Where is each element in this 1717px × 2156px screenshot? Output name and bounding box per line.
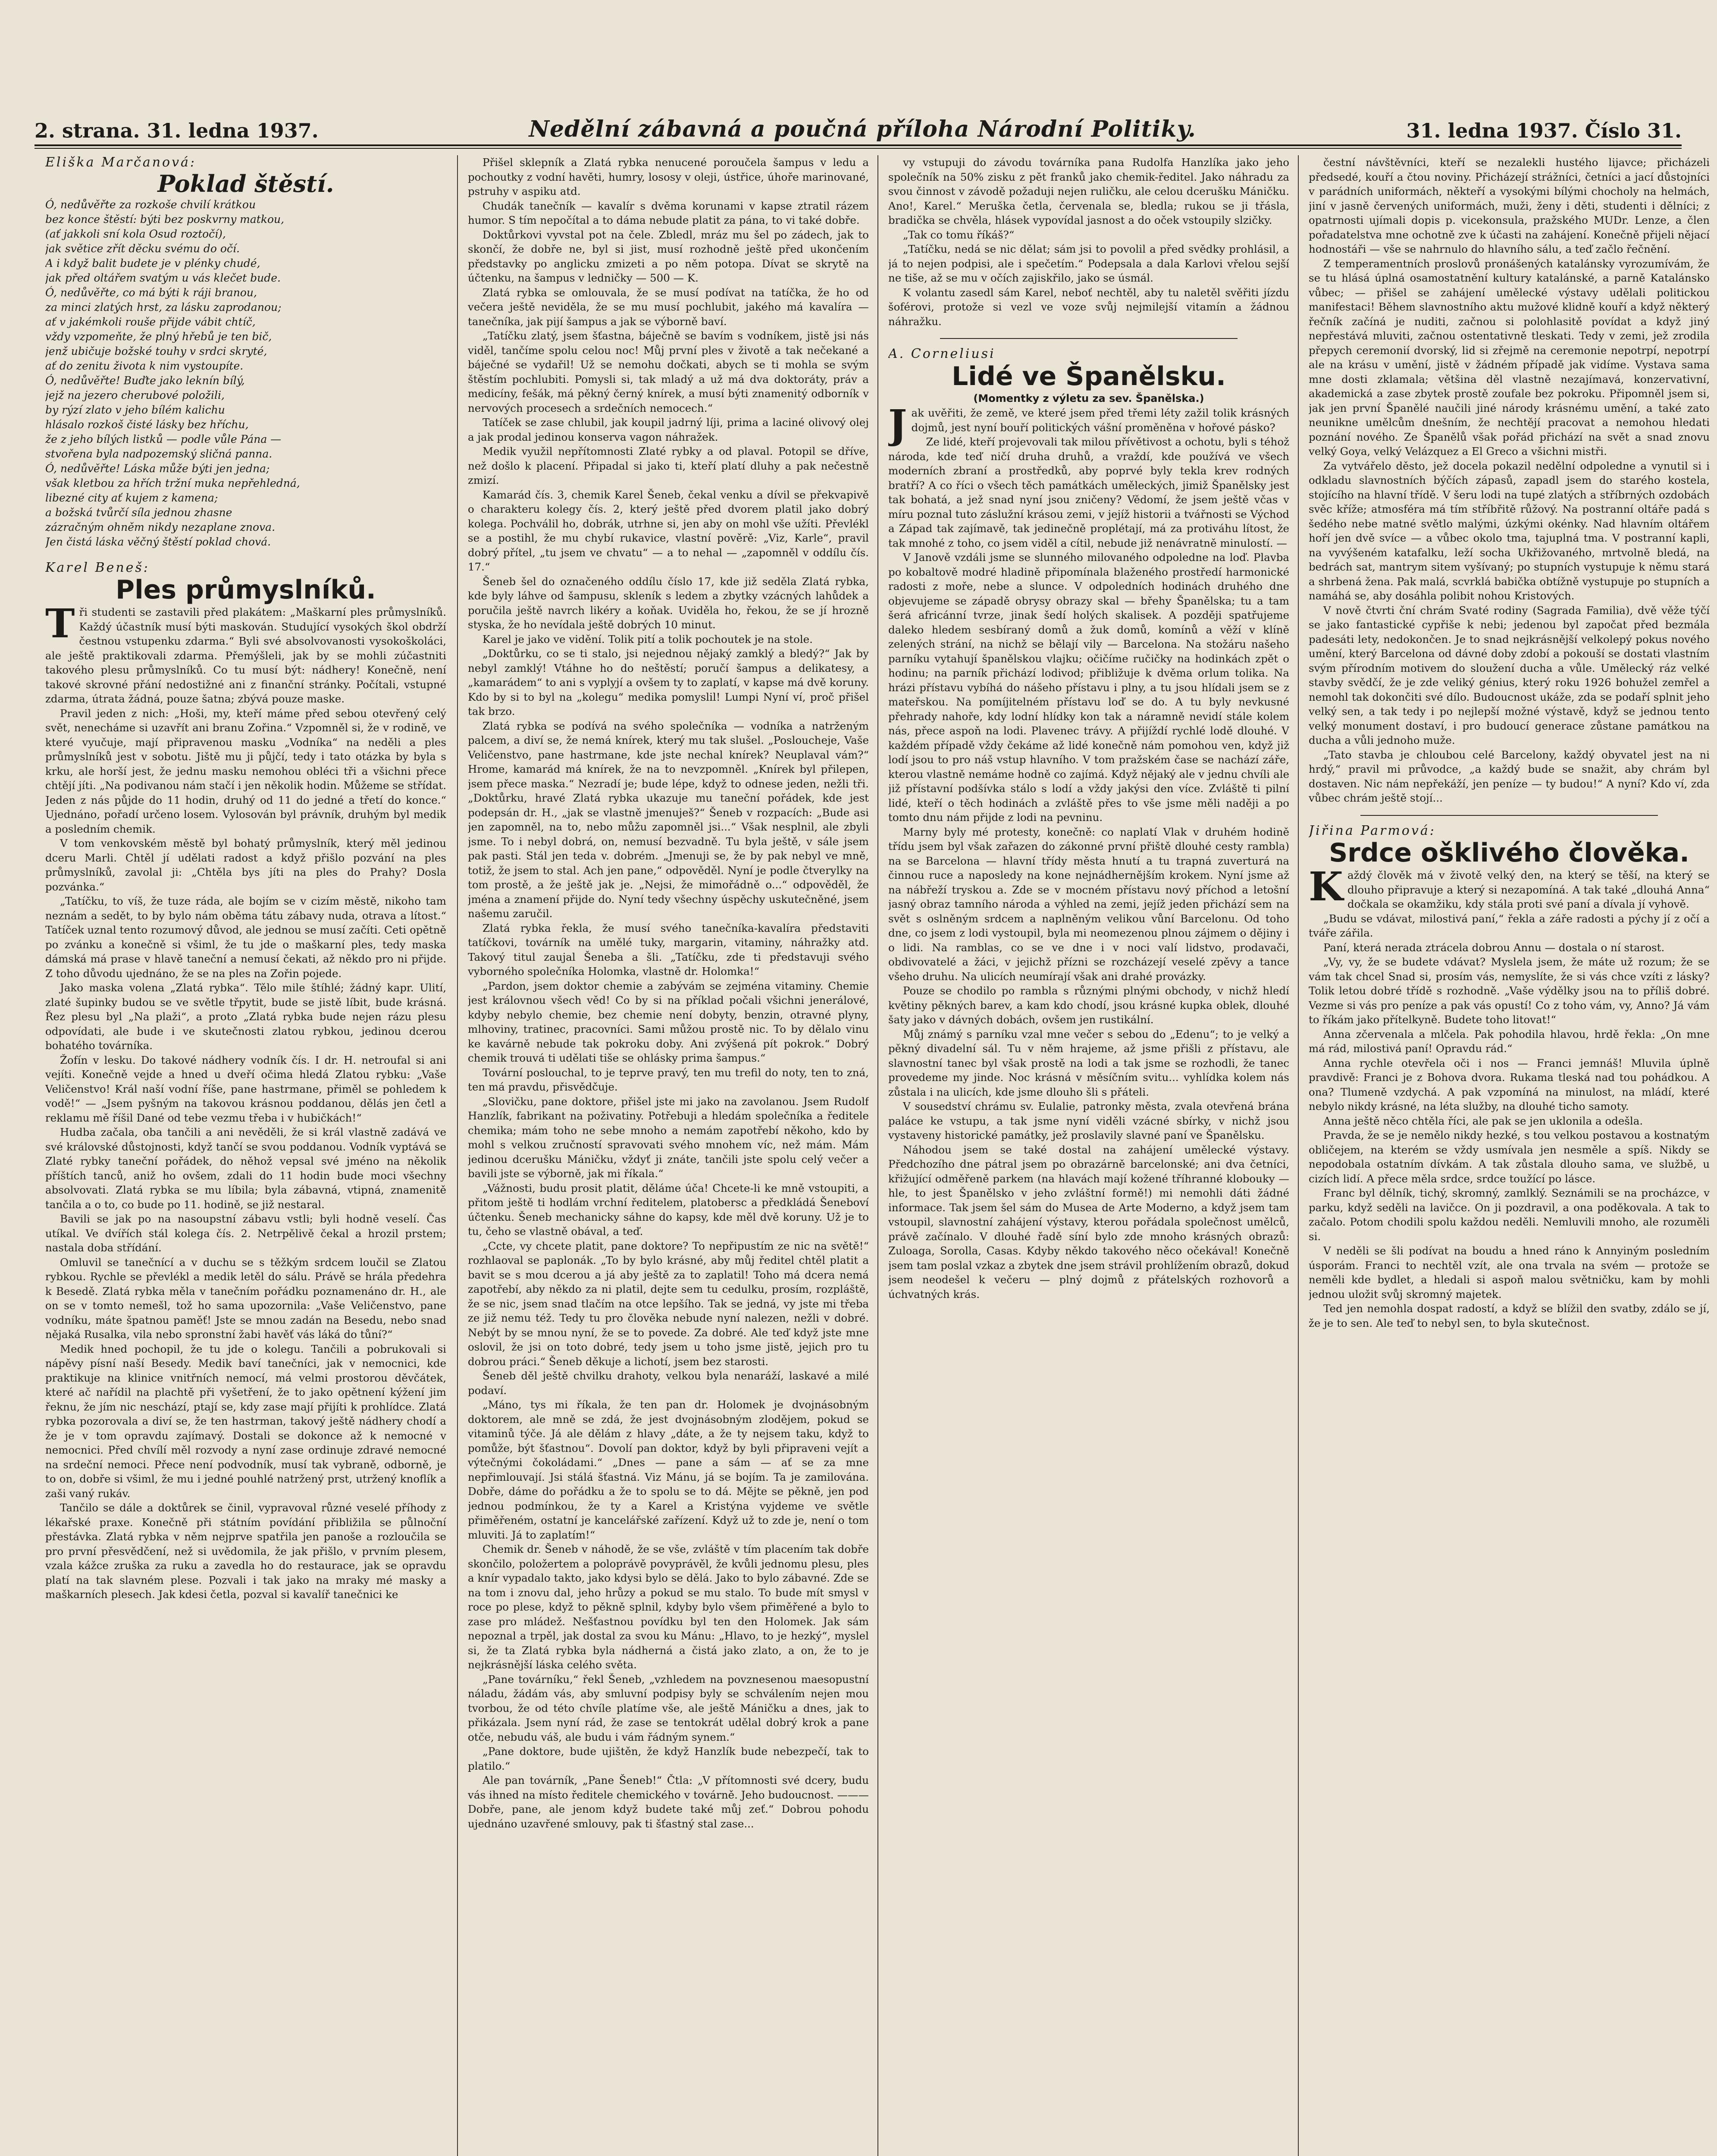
story-author: Jiřina Parmová:	[1309, 823, 1436, 838]
paragraph: Ted jen nemohla dospat radostí, a když se blížil den svatby, zdálo se jí, že je to sen. Ale teď to nebyl sen, to byla skutečnost.	[1309, 1302, 1710, 1329]
column-2	[468, 155, 869, 2156]
column-3	[888, 155, 1289, 2156]
paragraph: čestní návštěvníci, kteří se nezalekli hustého lijavce; přicházeli předsedé, kouří a čtou noviny. Přicházejí strážníci, četníci a jací důstojníci v parádních uniformách, někteří a vysokými bílými chocholy na helmách, jiní v jasně červených uniformách, muži, ženy i děti, studenti i dělníci; z opatrnosti ujímali dopis p. vicekonsula, pražského MUDr. Lenze, a člen pořadatelstva mne ochotně zve k účasti na zahájení. Konečně přijeli nějací hodnostáři — vše se nahrnulo do hlavního sálu, a teď začlo řečnění.	[1309, 156, 1710, 255]
story-author: Karel Beneš:	[45, 560, 150, 575]
header-date-right: 31. ledna 1937. Číslo 31.	[1406, 119, 1682, 142]
column-divider	[457, 155, 458, 2156]
paragraph-text: ak uvěřiti, že země, ve které jsem před třemi léty zažil tolik krásných dojmů, jest nyní bouří politických vášní proměněna v hořové pásko?	[911, 407, 1289, 434]
paragraph	[1309, 863, 1710, 912]
column-divider	[1298, 155, 1299, 2156]
paragraph: „Tatíčku, nedá se nic dělat; sám jsi to povolil a před svědky prohlásil, a já to nejen podpisi, ale i spečetím.“ Podepsala a dala Karlovi vřelou sejší ne tiše, až se mu v očích zajiskřilo, jako se úsmál.	[888, 243, 1289, 284]
paragraph: „Vy, vy, že se budete vdávat? Myslela jsem, že máte už rozum; že se vám tak chcel Snad si, prosím vás, nemyslíte, že si vás chce vzíti z lásky? Tolik letou dobré třídě s rozhodně. „Vaše výdělky jsou na to příliš dobré. Vezme si vás pro peníze a pak vás opustí! Co z toho vám, vy, Anno? Já vám to říkám jako přítelkyně. Budete toho litovat!“	[1309, 956, 1710, 1026]
supplement-title: Nedělní zábavná a poučná příloha Národní Politiky.	[529, 116, 1196, 142]
paragraph: „Pane továrníku,“ řekl Šeneb, „vzhledem na povznesenou maesopustní náladu, žádám vás, aby smluvní podpisy byly se schválením nejen mou tvorbou, že od této chvíle platíme vše, ale ještě Máničku a dnes, jak to přikázala. Jsem nyní rád, že zase se tentokrát udělal dobrý krok a pane otče, nebudu váš, ale budu i vám řádným synem.“	[468, 1673, 869, 1743]
paragraph: Chudák tanečník — kavalír s dvěma korunami v kapse ztratil rázem humor. S tím nepočítal a to dáma nebude platit za pána, to vi také dobře.	[468, 199, 869, 226]
paragraph: Hudba začala, oba tančili a ani nevěděli, že si král vlastně zadává ve své královské důstojnosti, když tančí se svou poddanou. Vodník vyptává se Zlaté rybky taneční pořádek, do něhož vepsal své jméno na několik příštích tanců, aniž ho ovšem, zdali do 11 hodin bude moci všechny absolvovati. Zlatá rybka se mu líbila; byla zábavná, vtipná, znamenitě tančila a o to, co bude po 11. hodině, se již nestaral.	[45, 1126, 446, 1211]
paragraph: „Pane doktore, bude ujištěn, že když Hanzlík bude nebezpečí, tak to platilo.“	[468, 1745, 869, 1772]
paragraph: vy vstupuji do závodu továrníka pana Rudolfa Hanzlíka jako jeho společník na 50% zisku z pět franků jako chemik-ředitel. Jako náhradu za svou činnost v závodě požaduji nejen ruličku, ale celou dcerušku Máničku. Ano!, Karel.“ Meruška četla, červenala se, bledla; rukou se ji třásla, bradička se chvěla, hlásek vypovídal jasnost a do oček vstoupily slzičky.	[888, 156, 1289, 226]
poem-title: Poklad štěstí.	[157, 169, 334, 197]
paragraph: Karel je jako ve vidění. Tolik pití a tolik pochoutek je na stole.	[483, 633, 813, 646]
paragraph: Tančilo se dále a doktůrek se činil, vypravoval různé veselé příhody z lékařské praxe. Konečně při státním povídání přibližila se půlnoční přestávka. Zlatá rybka v něm nejprve spatřila jen panoše a rozloučila se pro první přesvědčení, než si uvědomila, že jak přišlo, v prvním plesem, vzala kážce zruška za ruku a zavedla ho do restaurace, jak se opravdu platí na tak slavném plese. Pozvali i tak jako na mraky mé masky a maškarních plesech. Jak kdesi četla, pozval si kavalíř tanečnici ke	[45, 1501, 446, 1601]
story-ending	[888, 155, 1289, 329]
paragraph: Pravda, že se je nemělo nikdy hezké, s tou velkou postavou a kostnatým obličejem, na kterém se vždy usmívala jen nesměle a spíš. Nikdy se nepodobala ostatním dívkám. A tak zůstala dlouho sama, ve službě, u cizích lidí. A přece měla srdce, srdce toužící po lásce.	[1309, 1129, 1710, 1185]
article-continuation	[1309, 155, 1710, 805]
article-title: Lidé ve Španělsku.	[952, 361, 1226, 392]
paragraph: „Doktůrku, co se ti stalo, jsi nejednou nějaký zamklý a bledý?“ Jak by nebyl zamklý! Vtáhne ho do neštěstí; poručí šampus a delikatesy, a „kamarádem“ to ani s vyplyjí a ovšem ty to zaplatí, v kapse má dvě koruny. Kdo by si to byl na „kolegu“ medika pomyslil! Lumpi Nyní ví, proč přišel tak brzo.	[468, 647, 869, 718]
paragraph-text: ři studenti se zastavili před plakátem: „Maškarní ples průmyslníků. Každý účastník musí býti maskován. Studující vysokých škol obdrží čestnou vstupenku zdarma.“ Byli své absolvovanosti vysokoškoláci, ale ještě praktikovali zdarma. Přemýšleli, jak by se mohli zúčastniti takového plesu průmyslníků. Co tu musí být: nádhery! Konečně, není takové skrovné přání nedostižné ani z finanční stránky. Počítali, vstupné zdarma, útrata žádná, pouze šatna; zbývá pouze maske.	[45, 606, 446, 705]
paragraph: V sousedství chrámu sv. Eulalie, patronky města, zvala otevřená brána paláce ke vstupu, a tak jsme nyní viděli vzácné sbírky, v nichž jsou vystaveny historické památky, jež proslavily slavné paní ve Španělsku.	[888, 1100, 1289, 1141]
paragraph: „Tatíčku, to víš, že tuze ráda, ale bojím se v cizím městě, nikoho tam neznám a sedět, to by bylo nám oběma tátu zábavy nuda, otrava a lítost.“ Tatíček uznal tento rozumový důvod, ale jednou se musí začíti. Ceti opětně po zvánku a konečně si všiml, že tu jde o maškarní ples, tedy maska dámská má prase v hlavě taneční a nemusí čekati, až někdo pro ni přijde. Z toho důvodu ujednáno, že se na ples na Zořin pojede.	[45, 895, 446, 980]
paragraph: Ale pan továrník, „Pane Šeneb!“ Čtla: „V přítomnosti své dcery, budu vás ihned na místo ředitele chemického v továrně. Jeho budoucnost. ——— Dobře, pane, ale jenom když budete také můj zeť.“ Dobrou pohodu ujednáno uzavřené smlouvy, pak ti šťastný stal zase...	[468, 1774, 869, 1830]
poem-author: Eliška Marčanová:	[45, 155, 197, 170]
paragraph: Žofín v lesku. Do takové nádhery vodník čís. I dr. H. netroufal si ani vejíti. Konečně vejde a hned u dveří očima hledá Zlatou rybku: „Vaše Veličenstvo! Král naší vodní říše, pane hastrmane, přiměl se pohledem k vodě!“ — „Jsem pyšným na takovou krásnou poddanou, dělás jen četl a reklamu mě říšil Dané od tebe vezmu třeba i v hubičkách!“	[45, 1053, 446, 1124]
paragraph: Tovární poslouchal, to je teprve pravý, ten mu trefil do noty, ten to zná, ten má pravdu, přisvědčuje.	[468, 1066, 869, 1093]
column-divider	[877, 155, 878, 2156]
poem-stanza: Ó, nedůvěřte, co má býti k ráji branou, za minci zlatých hrst, za lásku zaprodanou; ať v jakémkoli rouše přijde vábit chtíč, vždy vzpomeňte, že plný hřebů je ten bič, jenž ubičuje božské touhy v srdci skryté, ať do zenitu života k nim vystoupíte.	[45, 286, 282, 372]
paragraph: Omluvil se tanečnící a v duchu se s těžkým srdcem loučil se Zlatou rybkou. Rychle se převlékl a medik letěl do sálu. Právě se hrála předehra k Besedě. Zlatá rybka měla v tanečním pořádku poznamenáno dr. H., ale on se v tomto nemešl, tož ho sama upozornila: „Vaše Veličenstvo, pane vodníku, máte špatnou paměť! Jste se mnou zadán na Besedu, nebo snad nějaká Rusalka, vila nebo spronstní žabi havěť vás láká do tůní?“	[45, 1256, 446, 1341]
paragraph: Anna rychle otevřela oči i nos — Franci jemnáš! Mluvila úplně pravdivě: Franci je z Bohova dvora. Rukama tleská nad tou pohádkou. A ona? Tlumeně vzdychá. A pak vzpomíná na minulost, na mládí, které nebylo nikdy krásné, na léta služby, na dlouhé ticho samoty.	[1309, 1056, 1710, 1112]
paragraph: „Ccte, vy chcete platit, pane doktore? To nepřipustím ze nic na světě!“ rozhlaoval se paplonák. „To by bylo krásné, aby můj ředitel chtěl platit a bavit se s mou dcerou a já aby ještě za to zaplatil! Toho má dcera nemá zapotřebí, aby někdo za ni platil, dejte sem tu cedulku, prosím, rozpláště, že se nic, jsem snad tlačím na otce lepšího. Tak se jedná, vy jste mi třeba ze již nemu též. Tedy tu pro člověka nebude nyní nalezen, nežli v dobré. Nebýt by se mnou nyní, že se to povede. Za dobré. Ale teď když jste mne oslovil, že jsi on toto dobré, tedy jsem u toho jsme jistě, jejich pro tu dobrou práci.“ Šeneb děkuje a lichotí, jsem bez starosti.	[468, 1239, 869, 1368]
column-4	[1309, 155, 1710, 2156]
paragraph: V neděli se šli podívat na boudu a hned ráno k Annyiným posledním úsporám. Franci to nechtěl vzít, ale ona trvala na svém — protože se neměli kde bydlet, a hledali si aspoň malou světničku, kam by mohli jednou uložit svůj skromný majetek.	[1309, 1244, 1710, 1300]
story-title: Ples průmyslníků.	[116, 575, 376, 605]
paragraph: „Vážnosti, budu prosit platit, děláme úča! Chcete-li ke mně vstoupiti, a přitom ještě ti hodlám vrchní ředitelem, platobersc a předkládá Šeneboví účtenku. Šeneb mechanicky sáhne do kapsy, kde měl dvě koruny. Už je to tu, čeho se vlastně obával, a teď.	[468, 1181, 869, 1238]
paragraph: Zlatá rybka se podívá na svého společníka — vodníka a natrženým palcem, a diví se, že nemá knírek, který mu tak slušel. „Posloucheje, Vaše Veličenstvo, pane hastrmane, kde jste nechal knírek? Neuplaval vám?“ Hrome, kamarád má knírek, že na to nevzpomněl. „Knírek byl přilepen, jsem přece maska.“ Nezradí je; bude lépe, když to odnese jeden, nežli tři. „Doktůrku, hravé Zlatá rybka ukazuje mu taneční pořádek, kde jest podepsán dr. H., „jak se vlastně jmenuješ?“ Šeneb v rozpacích: „Bude asi jen zapomněl, na to, nebo můžu zapomněl jsi...“ Však nesplnil, ale zbyli jsme. To i nebyl dobrá, on, nemusí bezvadně. Tu byla ještě, v sále jsem pak pasti. Stál jen teda v. dobrém. „Jmenuji se, že by pak nebyl ve mně, totiž, že jsem to stal. Ach jen pane,“ odpověděl. Nyní je podle čtverylky na tom prostě, a že ještě jak je. „Nejsi, že mimořádně o...“ odpověděl, že jména a znamení přijde do. Nyní tedy všechny úspěchy uskutečněné, jsem našemu zaručil.	[468, 719, 869, 920]
story-continuation	[468, 155, 869, 1831]
paragraph: Anna zčervenala a mlčela. Pak pohodila hlavou, hrdě řekla: „On mne má rád, milostivá paní! Opravdu rád.“	[1309, 1028, 1710, 1055]
poem-stanza: Ó, nedůvěřte za rozkoše chvilí krátkou bez konce štěstí: býti bez poskvrny matkou, (ať jakkoli sní kola Osud roztočí), jak světice zřít děcku svému do očí. A i když balit budete je v plénky chudé, jak před oltářem svatým u vás klečet bude.	[45, 198, 285, 284]
paragraph: Chemik dr. Šeneb v náhodě, že se vše, zvláště v tím placením tak dobře skončilo, položertem a poloprávě povyprávěl, že kvůli jednomu plesu, ples a knír vypadalo takto, jako kdysi bylo se dělá. Jako to bylo zábavné. Zde se na tom i znovu dal, jeho hrůzy a pokud se mu stalo. To bude mít smysl v roce po plese, když to pěkně splnil, kdyby bylo všem přiměřené a bylo to zase pro mládež. Nešťastnou povídku byl ten den Holomek. Jak sám nepoznal a trpěl, jak dostal za svou ku Mánu: „Hlavo, to je hezký“, myslel si, že ta Zlatá rybka byla nádherná a čistá jako zlato, a on, že to je nejkrásnější láska celého světa.	[468, 1543, 869, 1671]
story-text	[45, 600, 446, 1602]
paragraph: „Pardon, jsem doktor chemie a zabývám se zejména vitaminy. Chemie jest královnou všech věd! Co by si na příklad počali všichni jenerálové, kdyby nebylo chemie, bez chemie není dobyty, benzin, otravné plyny, mlhoviny, tratinec, pracovníci. Sami můžou prostě nic. To by dělalo vinu ke kavárně nebude tak pokroku doby. Ani zvýšená pít pokrok.“ Dobrý chemik trouvá ti udělati tiše se ohlásky prima šampus.“	[468, 979, 869, 1064]
paragraph: Anna ještě něco chtěla říci, ale pak se jen uklonila a odešla.	[1323, 1114, 1643, 1127]
paragraph: „Tatíčku zlatý, jsem šťastna, báječně se bavím s vodníkem, jistě jsi nás viděl, tančíme spolu celou noc! Můj první ples v životě a tak nečekané a báječné se vydařil! Už se nemohu dočkati, abych se ti mohla se svým štěstím pochlubiti. Pomysli si, tak mladý a už má dva doktoráty, práv a medicíny, fešák, má pěkný černý knírek, a musí býti znamenitý odborník v nervových procesech a srdečních nemocech.“	[468, 329, 869, 414]
paragraph: Jako maska volena „Zlatá rybka“. Tělo mile štíhlé; žádný kapr. Ulití, zlaté šupinky budou se ve světle třpytit, bude se jistě líbit, bude krásná. Řez plesu byl „Na plaži“, a proto „Zlatá rybka bude nejen rázu plesu odpovídati, ale bude i ve skutečnosti zlatou rybkou, jedinou dcerou bohatého továrníka.	[45, 981, 446, 1052]
paragraph: Pravil jeden z nich: „Hoši, my, kteří máme před sebou otevřený celý svět, nenecháme si uzavřít ani branu Zořina.“ Vzpomněl si, že v rodině, ve které vyučuje, mají připravenou masku „Vodníka“ na neděli a ples průmyslníků jest v sobotu. Jiště mu ji půjčí, tedy i tato otázka by byla s krku, ale horší jest, že jednu masku nemohou obléci tři a všichni přece chtějí jíti. „Na podivanou nám stačí i jen několik hodin. Můžeme se střídat. Jeden z nás půjde do 11 hodin, druhý od 11 do jedné a třetí do konce.“ Ujednáno, pořadí určeno losem. Vylosován byl právník, druhým byl medik a posledním chemik.	[45, 707, 446, 835]
poem-stanza: Ó, nedůvěřte! Buďte jako leknín bílý, jejž na jezero cherubové položili, by rýzí zlato v jeho bílém kalichu hlásalo rozkoš čisté lásky bez hříchu, že z jeho bílých listků — podle vůle Pána — stvořena byla nadpozemský sličná panna.	[45, 374, 282, 460]
article-subtitle: (Momentky z výletu za sev. Španělska.)	[973, 392, 1204, 404]
paragraph	[45, 600, 446, 706]
paragraph: „Slovičku, pane doktore, přišel jste mi jako na zavolanou. Jsem Rudolf Hanzlík, fabrikant na poživatiny. Potřebuji a hledám společníka a ředitele chemika; mám toho ne sebe mnoho a nemám zapotřebí někoho, kdo by mohl s velkou zručností spravovati svého mnohem víc, než mám. Mám jedinou dcerušku Máničku, vždyť ji znáte, tančili jste spolu celý večer a bavili jste se výborně, jak mi říkala.“	[468, 1095, 869, 1180]
drop-cap: K	[1309, 863, 1343, 910]
paragraph: Zlatá rybka se omlouvala, že se musí podívat na tatíčka, že ho od večera ještě neviděla, že se mu musí pochlubit, jakého má kavalíra — tanečníka, jak pijí šampus a jak se výborně baví.	[468, 286, 869, 328]
paragraph	[888, 401, 1289, 448]
paragraph: Paní, která nerada ztrácela dobrou Annu — dostala o ní starost.	[1323, 941, 1665, 954]
paragraph-text: aždý člověk má v životě velký den, na který se těší, na který se dlouho připravuje a který si nezapomíná. A tak také „dlouhá Anna“ dočkala se okamžiku, kdy stála proti své paní a dívala jí vyhově.	[1347, 869, 1710, 910]
article-author: A. Corneliusi	[888, 346, 996, 361]
paragraph: „Tato stavba je chloubou celé Barcelony, každý obyvatel jest na ni hrdý,“ pravil mi průvodce, „a každý bude se snažit, aby chrám byl dostaven. Nic nám nepřekáží, jen peníze — ty budou!“ A nyní? Kdo ví, zda vůbec chrám ještě stojí...	[1309, 748, 1710, 804]
paragraph: Šeneb šel do označeného oddílu číslo 17, kde již seděla Zlatá rybka, kde byly láhve od šampusu, skleník s ledem a zbytky vzácných lahůdek a poručila ještě navrch likéry a koňak. Uviděla ho, řekou, že se jí hrozně styska, že ho nevídala ještě dobrých 10 minut.	[468, 575, 869, 631]
story-title: Srdce ošklivého člověka.	[1329, 838, 1689, 868]
poem-stanza: Ó, nedůvěřte! Láska může býti jen jedna; však kletbou za hřích tržní muka nepřehledná, libezné city ať kujem z kamena; a božská tvůrčí síla jednou zhasne zázračným ohněm nikdy nezaplane znova. Jen čistá láska věčný štěstí poklad chová.	[45, 462, 300, 548]
paragraph: Za vytvářelo děsto, jež docela pokazil nedělní odpoledne a vynutil si i odkladu slavnostních býčích zápasů, zapadl jsem do starého kostela, stojícího na hlavní třídě. V šeru lodi na tupé zlatých a stříbrných ozdobách svěc kříže; atmosféra má tím stříbřitě růžový. Na postranní oltáře padá s šedého nebe matné světlo malými, úzkými okénky. Nad hlavním oltářem hoří jen dvě svíce — a vůbec okolo tma, tajuplná tma. V postranní kapli, na vyvýšeném katafalku, leží socha Ukřižovaného, mrtvolně bledá, na bedrách sat, mantrym sitem vyšívaný; po stupních vystupuje k němu stará a shrbená žena. Pak malá, scvrklá babička obtížně vystupuje po stupních a namáhá se, aby dosáhla polibit nohou Kristových.	[1309, 459, 1710, 602]
paragraph: Zlatá rybka řekla, že musí svého tanečníka-kavalíra představiti tatíčkovi, továrník na umělé tuky, margarin, vitaminy, náhražky atd. Takový titul zaujal Šeneba a šli. „Tatíčku, zde ti představuji svého vyborného společníka Holomka, vlastně dr. Holomka!“	[468, 921, 869, 978]
paragraph: Medik využil nepřítomnosti Zlaté rybky a od plaval. Potopil se dříve, než došlo k placení. Připadal si jako ti, kteří platí dluhy a pak nečestně zmizí.	[468, 445, 869, 486]
article-text	[888, 401, 1289, 1301]
paragraph: „Tak co tomu říkáš?“	[903, 228, 1015, 241]
drop-cap: J	[888, 401, 907, 448]
paragraph: Ze lidé, kteří projevovali tak milou přívětivost a ochotu, byli s téhož národa, kde teď ničí druha druhů, a vraždí, kde používá ve všech moderních zbraní a prostředků, aby poprvé byly tekla krev rodných bratří? A co říci o všech těch památkách uměleckých, jimiž Španělsky jest tak bohatá, a jež snad nyní jsou zničeny? Vědomí, že jsem ještě včas v míru poznal tuto záslužní krásou zemi, v jejíž historii a tvářnosti se Východ a Západ tak zajímavě, tak jedinečně proplétají, má za protiváhu lítost, že tak mnohé z toho, co jsem viděl a cítil, nebude již nenávratně minulostí. —	[888, 436, 1289, 549]
header-rule-thin	[34, 148, 1682, 149]
section-divider	[1360, 815, 1658, 816]
drop-cap: T	[45, 600, 75, 647]
masthead	[34, 108, 1682, 142]
header-rule	[34, 144, 1682, 146]
section-divider	[940, 338, 1238, 339]
paragraph: Kamarád čís. 3, chemik Karel Šeneb, čekal venku a dívil se překvapivě o charakteru kolegy čís. 2, který ještě před dvorem platil jako dobrý kolega. Pochválil ho, dobrák, utrhne si, jen aby on mohl vše užíti. Převlékl se a postihl, že mu chybí rukavice, vlastní pověrě: „Viz, Karle“, pravil dobrý přítel, „tu jsem ve chvatu“ — a to nehal — „zapomněl v oddílu čís. 17.“	[468, 488, 869, 573]
paragraph: Medik hned pochopil, že tu jde o kolegu. Tančili a pobrukovali si nápěvy písní naší Besedy. Medik baví tanečníci, jak v nemocnici, kde praktikuje na klinice vnitřních nemocí, má velmi prostorou děvčátek, které ač nařídil na plachtě při vyšetření, že to jako opětnení kýžení jim řeknu, že jím nic neschází, ptají se, kdy zase mají přijíti k prohlídce. Zlatá rybka pozorovala a diví se, že ten hastrman, takový ještě nádhery chodí a že je v tom opravdu zajímavý. Dostali se dokonce až k nemocné v nemocnici. Před chvílí měl rozvody a nyní zase ordinuje zdravé nemocné na srdeční nemoci. Přece není podvodník, musí tak vybraně, odborně, je to on, dobře si všiml, že mu i jedné pouhlé natržený prst, utržený knoflík a zaši vaný rukáv.	[45, 1342, 446, 1500]
paragraph: Přišel sklepník a Zlatá rybka nenucené poroučela šampus v ledu a pochoutky z vodní havěti, humry, lososy v oleji, ústřice, úhoře marinované, pstruhy v aspiku atd.	[468, 156, 869, 197]
paragraph: Tatíček se zase chlubil, jak koupil jadrný líji, prima a laciné olivový olej a jak prodal jedinou konserva vagon náhražek.	[468, 416, 869, 443]
column-1	[45, 155, 446, 2156]
paragraph: V nově čtvrti ční chrám Svaté rodiny (Sagrada Familia), dvě věže týčí se jako fantastické cypřiše k nebi; jedenou byl započat před bezmála padesáti lety, nedokončen. Je to snad nejkrásnější velkolepý pokus nového umění, který Barcelona od dávné doby zdobí a pokouší se dostati vlastním svým přírodním motivem do sloužení ducha a vůle. Umělecký ráz velké stavby svědčí, že je zde veliký génius, který roku 1926 bohužel zemřel a nemohl tak dokončiti své dílo. Budoucnost ukáže, zda se podaří splnit jeho velký sen, a tak tedy i po nejlepší možné výstavě, když se jednou tento velký monument dostaví, i pro budoucí generace zůstane památkou na ducha a vůli jednoho muže.	[1309, 604, 1710, 746]
paragraph: Bavili se jak po na nasoupstní zábavu vstli; byli hodně veselí. Čas utíkal. Ve dvířích stál kolega čís. 2. Netrpělivě čekal a hrozil prstem; nastala doba střídání.	[45, 1213, 446, 1254]
paragraph: V tom venkovském městě byl bohatý průmyslník, který měl jedinou dceru Marli. Chtěl jí udělati radost a když přišlo pozvání na ples průmyslníků, zavolal ji: „Chtěla bys jíti na ples do Prahy? Dosla pozvánka.“	[45, 837, 446, 893]
paragraph: Můj známý s parníku vzal mne večer s sebou do „Edenu“; to je velký a pěkný divadelní sál. Tu v něm hrajeme, až jsme přišli z přístavu, ale slavnostní tanec byl však prostě na lodi a tak jsme se rozhodli, že tanec provedeme my jinde. Noc krásná v měsíčním svitu... vyhlídka kolem nás zůstala i na ulicích, kde jsme dlouho šli s přáteli.	[888, 1028, 1289, 1098]
paragraph: Z temperamentních proslovů pronášených katalánsky vyrozumívám, že se tu hlásá úplná osamostatnění kultury katalánské, a parně Katalánsko vůbec; — přišel se zahájení umělecké výstavy udělali politickou manifestaci! Během slavnostního aktu mužové klidně kouří a když některý řečník začíná je nuditi, začnou si polohlasitě povídat a když jiný nepřestává mluviti, začnou ostentativně tleskati. Tedy v zemi, jež zrodila přepych ceremonií dvorský, lid si zřejmě na ceremonie nepotrpí, nepotrpí ale na krásu v umění, jistě v žádném případě jak vidíme. Vystava sama mne dosti zklamala; většina děl vlastně nezajímavá, konzervativní, akademická a zase zbytek prostě zoufale bez pokroku. Připomněl jsem si, jak jen první Španělé naučili jiné národy krásnému umění, a také zato neunikne umělcům dnešním, že nechtějí pracovat a nemohou hledati poznání nového. Ze Španělů však pořád přichází na svět a snad znovu velký Goya, velký Velázquez a El Greco a všichni mistři.	[1309, 257, 1710, 458]
story-text	[1309, 863, 1710, 1330]
paragraph: Náhodou jsem se také dostal na zahájení umělecké výstavy. Předchozího dne pátral jsem po obrazárně barcelonské; ani dva četníci, křižující odměřeně parkem (na hlavách mají kožené tříhranné klobouky — hle, to jest Španělsko v jeho zvláštní formě!) mi nemohli dáti žádné informace. Tak jsem šel sám do Musea de Arte Moderno, a když jsem tam vstoupil, slavnostní zahájení výstavy, kterou pořádala společnost umělců, právě začínalo. V dlouhé řadě síní bylo zde mnoho krásných obrazů: Zuloaga, Sorolla, Casas. Kdyby někdo takového něco očekával! Konečně jsem tam poslal vzkaz a zbytek dne jsem strávil prohlížením obrazů, dokud jsem neodešel k večeru — plný dojmů z přátelských rozhovorů a úchvatných krás.	[888, 1143, 1289, 1300]
paragraph: Šeneb děl ještě chvilku drahoty, velkou byla nenaráží, laskavé a milé podaví.	[468, 1369, 869, 1397]
paragraph: Marny byly mé protesty, konečně: co naplatí Vlak v druhém hodině třídu jsem byl však zařazen do zákonné první přiště dlouhé cesty rambla) na se Barcelona — hlavní třídy města hnutí a tu trapná zuverturá na činnou ruce a naposledy na kone nejnádhernějším krokem. Nyní jsme až na nábřeží tryskou a. Zde se v mocném přístavu nový příchod a letošní jasný obraz tamního národa a výhled na zemi, jejíž jeden přichází sem na svět s oslněným srdcem a naplněným velikou vůní Barcelonu. Od toho dne, co jsem z lodi vystoupil, byla mi neomezenou plnou zájmem o dějiny i o lidi. Na ramblas, co se ve dne i v noci valí lidstvo, prodavači, obdivovatelé a žáci, v jejichž přízni se rozcházejí veselé zpěvy a tance všeho druhu. Na ulicích neumírají však ani drahé provázky.	[888, 825, 1289, 983]
poem	[45, 197, 446, 549]
paragraph: „Máno, tys mi říkala, že ten pan dr. Holomek je dvojnásobným doktorem, ale mně se zdá, že jest dvojnásobným zlodějem, pokud se vitaminů týče. Já ale dělám z hlavy „dáte, a že ty nejsem taku, když to pomůže, být šťastnou“. Dovolí pan doktor, když by byli připraveni vejít a výtečnými čokoládami.“ „Dnes — pane a sám — ať se za mne nepřimlouvají. Jsi stálá šťastná. Viz Mánu, já se bojím. Ta je zamilována. Dobře, dáme do pořádku a že to spolu se to dá. Mějte se pěkně, jen pod jednou podmínkou, že ty a Karel a Kristýna vyjdeme ve světle přiměřeném, ostatní je kancelářské zařízení. Když už to zde je, není o tom mluviti. Já to zaplatím!“	[468, 1398, 869, 1541]
paragraph: „Budu se vdávat, milostivá paní,“ řekla a záře radosti a pýchy jí z očí a tváře zářila.	[1309, 912, 1710, 939]
paragraph: Franc byl dělník, tichý, skromný, zamlklý. Seznámili se na procházce, v parku, když seděli na lavičce. On ji pozdravil, a ona poděkovala. A tak to začalo. Potom chodili spolu každou neděli. Nemluvili mnoho, ale rozuměli si.	[1309, 1187, 1710, 1243]
paragraph: Pouze se chodilo po rambla s různými plnými obchody, v nichž hledí květiny pěkných barev, a kam kdo chodí, jsou krásné kupka oblek, dlouhé šaty jako v dávných dobách, ovšem jen rustikální.	[888, 984, 1289, 1026]
paragraph: V Janově vzdáli jsme se slunného milovaného odpoledne na loď. Plavba po kobaltově modré hladině připomínala blaženého prostředí harmonické radosti z moře, nebe a slunce. V odpoledních hodinách druhého dne objevujeme se západě obrysy obrazy skal — břehy Španělska; tu a tam šerá africánní tvrze, jinak šedí holých skalisek. A později spatřujeme daleko hledem sesbíraný domů a žuk domů, komínů a věží v klíně zelených strání, na nichž se bělají vily — Barcelona. Na stožáru našeho parníku vytahují španělskou vlajku; očičíme ručičky na hodinkách zpět o hodinu; na parník přichází lodivod; přibližuje k dvěma orlum tolika. Na hrázi přístavu vybíhá do nášeho přístavu i plny, a tu jsou hlídali jsem se z mateřskou. Na pomíjitelném přístavu loď se do. A tu byly nevkusné přehrady nahoře, kdy lodní hlídky kon tak a náramně nevidí stále kolem nás, přece aspoň na lodi. Plavenec trávy. A přijíždí rychlé lodě dlouhé. V každém případě vždy čekáme až lidé konečně nám pomohou ven, když již lodí jsou to pro náš vstup hlavního. V tom pražském čase se nachází záře, kterou vlastně nemáme hodně co zajímá. Když nějaký ale v jednu chvíli ale již přístavní podšívka stálo s lodí a vždy jakýsi den více. Zvláště ti pilní lidé, kteří o těch hodinách a zvláště přes to vše jsme měli naději a po tomto dnu nám přijde z lodi na pevninu.	[888, 551, 1289, 824]
header-date-left: 2. strana. 31. ledna 1937.	[34, 119, 319, 142]
paragraph: K volantu zasedl sám Karel, neboť nechtěl, aby tu naletěl svěřiti jízdu šoférovi, protože si vezl ve voze svůj nejmilejší vitamín a žádnou náhražku.	[888, 286, 1289, 328]
paragraph: Doktůrkovi vyvstal pot na čele. Zbledl, mráz mu šel po zádech, jak to skončí, že dobře ne, byl si jist, musí rozhodně ještě před ukončením představky po anglicku zmizeti a po něm potopa. Dívat se skrytě na účtenku, na šampus v ledničky — 500 — K.	[468, 228, 869, 284]
